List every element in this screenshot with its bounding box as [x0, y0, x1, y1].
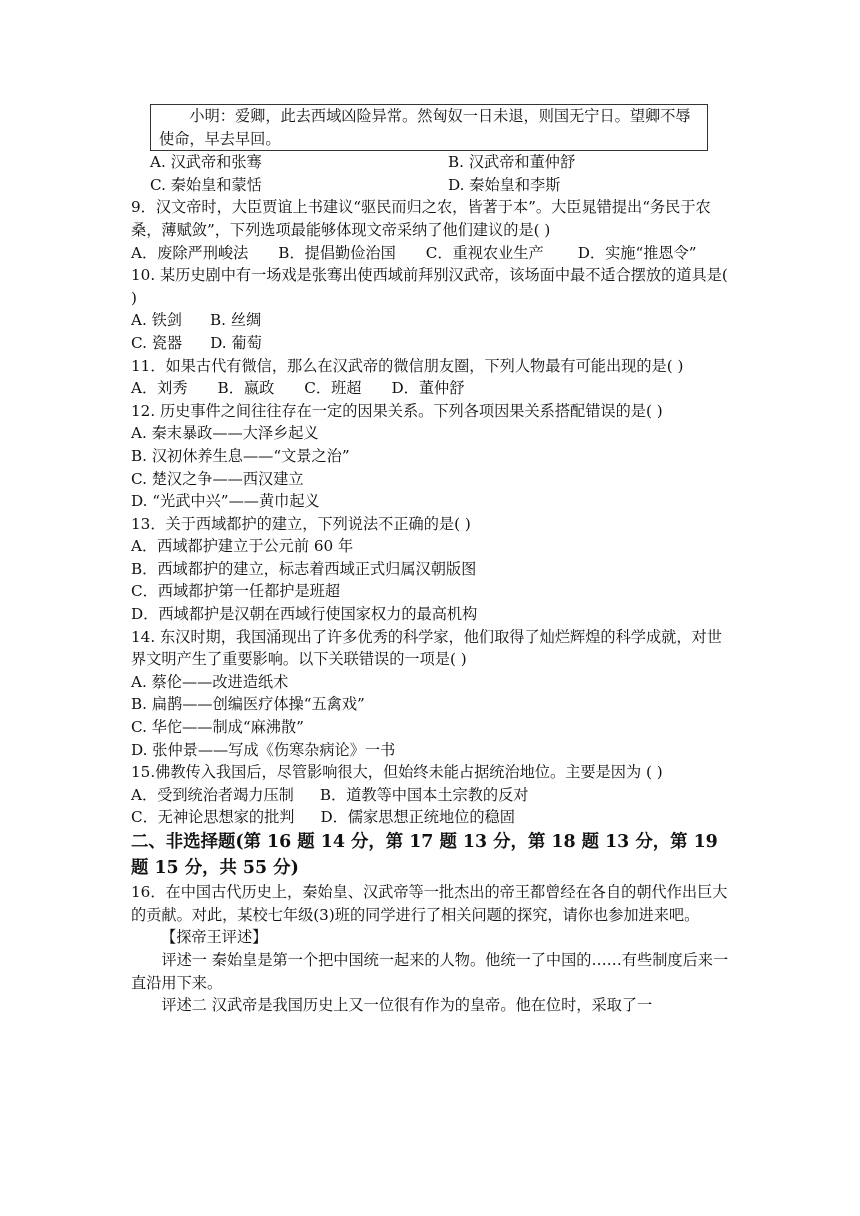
q16-stem: 16．在中国古代历史上，秦始皇、汉武帝等一批杰出的帝王都曾经在各自的朝代作出巨大的贡献。对此，某校七年级(3)班的同学进行了相关问题的探究，请你也参加进来吧。 [131, 883, 728, 924]
q8-option-row [131, 174, 731, 197]
q9-option-a: A．废除严刑峻法 [131, 243, 249, 262]
q11-option-c: C．班超 [304, 379, 362, 398]
q14-option-d: D. 张仲景——写成《伤寒杂病论》一书 [131, 740, 396, 759]
q16-review-1: 评述一 秦始皇是第一个把中国统一起来的人物。他统一了中国的……有些制度后来一直沿用下来。 [131, 950, 729, 992]
q15-stem: 15.佛教传入我国后，尽管影响很大，但始终未能占据统治地位。主要是因为 ( ) [131, 763, 663, 782]
q10-option-c: C. 瓷器 [131, 333, 183, 352]
q13-option-a: A．西域都护建立于公元前 60 年 [131, 537, 354, 556]
q15-options-row [131, 806, 731, 829]
q13-stem: 13．关于西域都护的建立，下列说法不正确的是( ) [131, 514, 471, 533]
question-content [131, 104, 731, 1017]
q12-option-c: C. 楚汉之争——西汉建立 [131, 469, 304, 488]
q10-options-row [131, 309, 731, 332]
q14-option-b: B. 扁鹊——创编医疗体操“五禽戏” [131, 695, 365, 714]
q13-option-d: D．西域都护是汉朝在西域行使国家权力的最高机构 [131, 605, 478, 624]
q10-option-d: D. 葡萄 [210, 333, 262, 352]
q8-option-d: D. 秦始皇和李斯 [448, 175, 561, 194]
q10-option-b: B. 丝绸 [210, 311, 262, 330]
dialogue-box [150, 104, 708, 151]
q15-options-row [131, 784, 731, 807]
q12-option-a: A. 秦末暴政——大泽乡起义 [131, 424, 319, 443]
q12-option-d: D. “光武中兴”——黄巾起义 [131, 492, 320, 511]
q10-stem: 10. 某历史剧中有一场戏是张骞出使西域前拜别汉武帝，该场面中最不适合摆放的道具是( ) [131, 266, 728, 307]
section-heading: 二、非选择题(第 16 题 14 分，第 17 题 13 分，第 18 题 13 分，第 19 题 15 分，共 55 分) [131, 832, 718, 878]
q14-option-a: A. 蔡伦——改进造纸术 [131, 672, 289, 691]
q11-stem: 11．如果古代有微信，那么在汉武帝的微信朋友圈，下列人物最有可能出现的是( ) [131, 356, 684, 375]
q16-review-2: 评述二 汉武帝是我国历史上又一位很有作为的皇帝。他在位时，采取了一 [161, 996, 653, 1015]
q12-stem: 12. 历史事件之间往往存在一定的因果关系。下列各项因果关系搭配错误的是( ) [131, 401, 663, 420]
q11-options [131, 377, 731, 400]
q15-option-d: D．儒家思想正统地位的稳固 [320, 808, 515, 827]
q13-option-b: B．西域都护的建立，标志着西域正式归属汉朝版图 [131, 559, 477, 578]
q8-option-row [131, 151, 731, 174]
q9-option-b: B．提倡勤俭治国 [278, 243, 396, 262]
q15-option-b: B．道教等中国本土宗教的反对 [319, 785, 529, 804]
dialogue-text: 小明：爱卿，此去西域凶险异常。然匈奴一日未退，则国无宁日。望卿不辱使命，早去早回。 [159, 107, 691, 148]
q8-option-c: C. 秦始皇和蒙恬 [150, 175, 262, 194]
q11-option-d: D．董仲舒 [391, 379, 465, 398]
q8-option-b: B. 汉武帝和董仲舒 [448, 153, 576, 172]
q10-options-row [131, 332, 731, 355]
q15-option-c: C．无神论思想家的批判 [131, 808, 295, 827]
q14-option-c: C. 华佗——制成“麻沸散” [131, 718, 304, 737]
q8-option-a: A. 汉武帝和张骞 [150, 153, 262, 172]
q9-stem: 9．汉文帝时，大臣贾谊上书建议“驱民而归之农，皆著于本”。大臣晁错提出“务民于农桑，薄赋敛”，下列选项最能够体现文帝采纳了他们建议的是( ) [131, 198, 711, 239]
q14-stem: 14. 东汉时期，我国涌现出了许多优秀的科学家，他们取得了灿烂辉煌的科学成就，对世界文明产生了重要影响。以下关联错误的一项是( ) [131, 627, 722, 669]
q12-option-b: B. 汉初休养生息——“文景之治” [131, 446, 350, 465]
q15-option-a: A．受到统治者竭力压制 [131, 785, 294, 804]
q16-subheading: 【探帝王评述】 [161, 928, 268, 947]
q13-option-c: C．西域都护第一任都护是班超 [131, 582, 341, 601]
q9-option-c: C．重视农业生产 [425, 243, 544, 262]
q10-option-a: A. 铁剑 [131, 311, 182, 330]
q11-option-a: A．刘秀 [131, 379, 188, 398]
q9-options [131, 242, 731, 265]
q11-option-b: B．嬴政 [217, 379, 275, 398]
q9-option-d: D．实施“推恩令” [577, 243, 697, 262]
